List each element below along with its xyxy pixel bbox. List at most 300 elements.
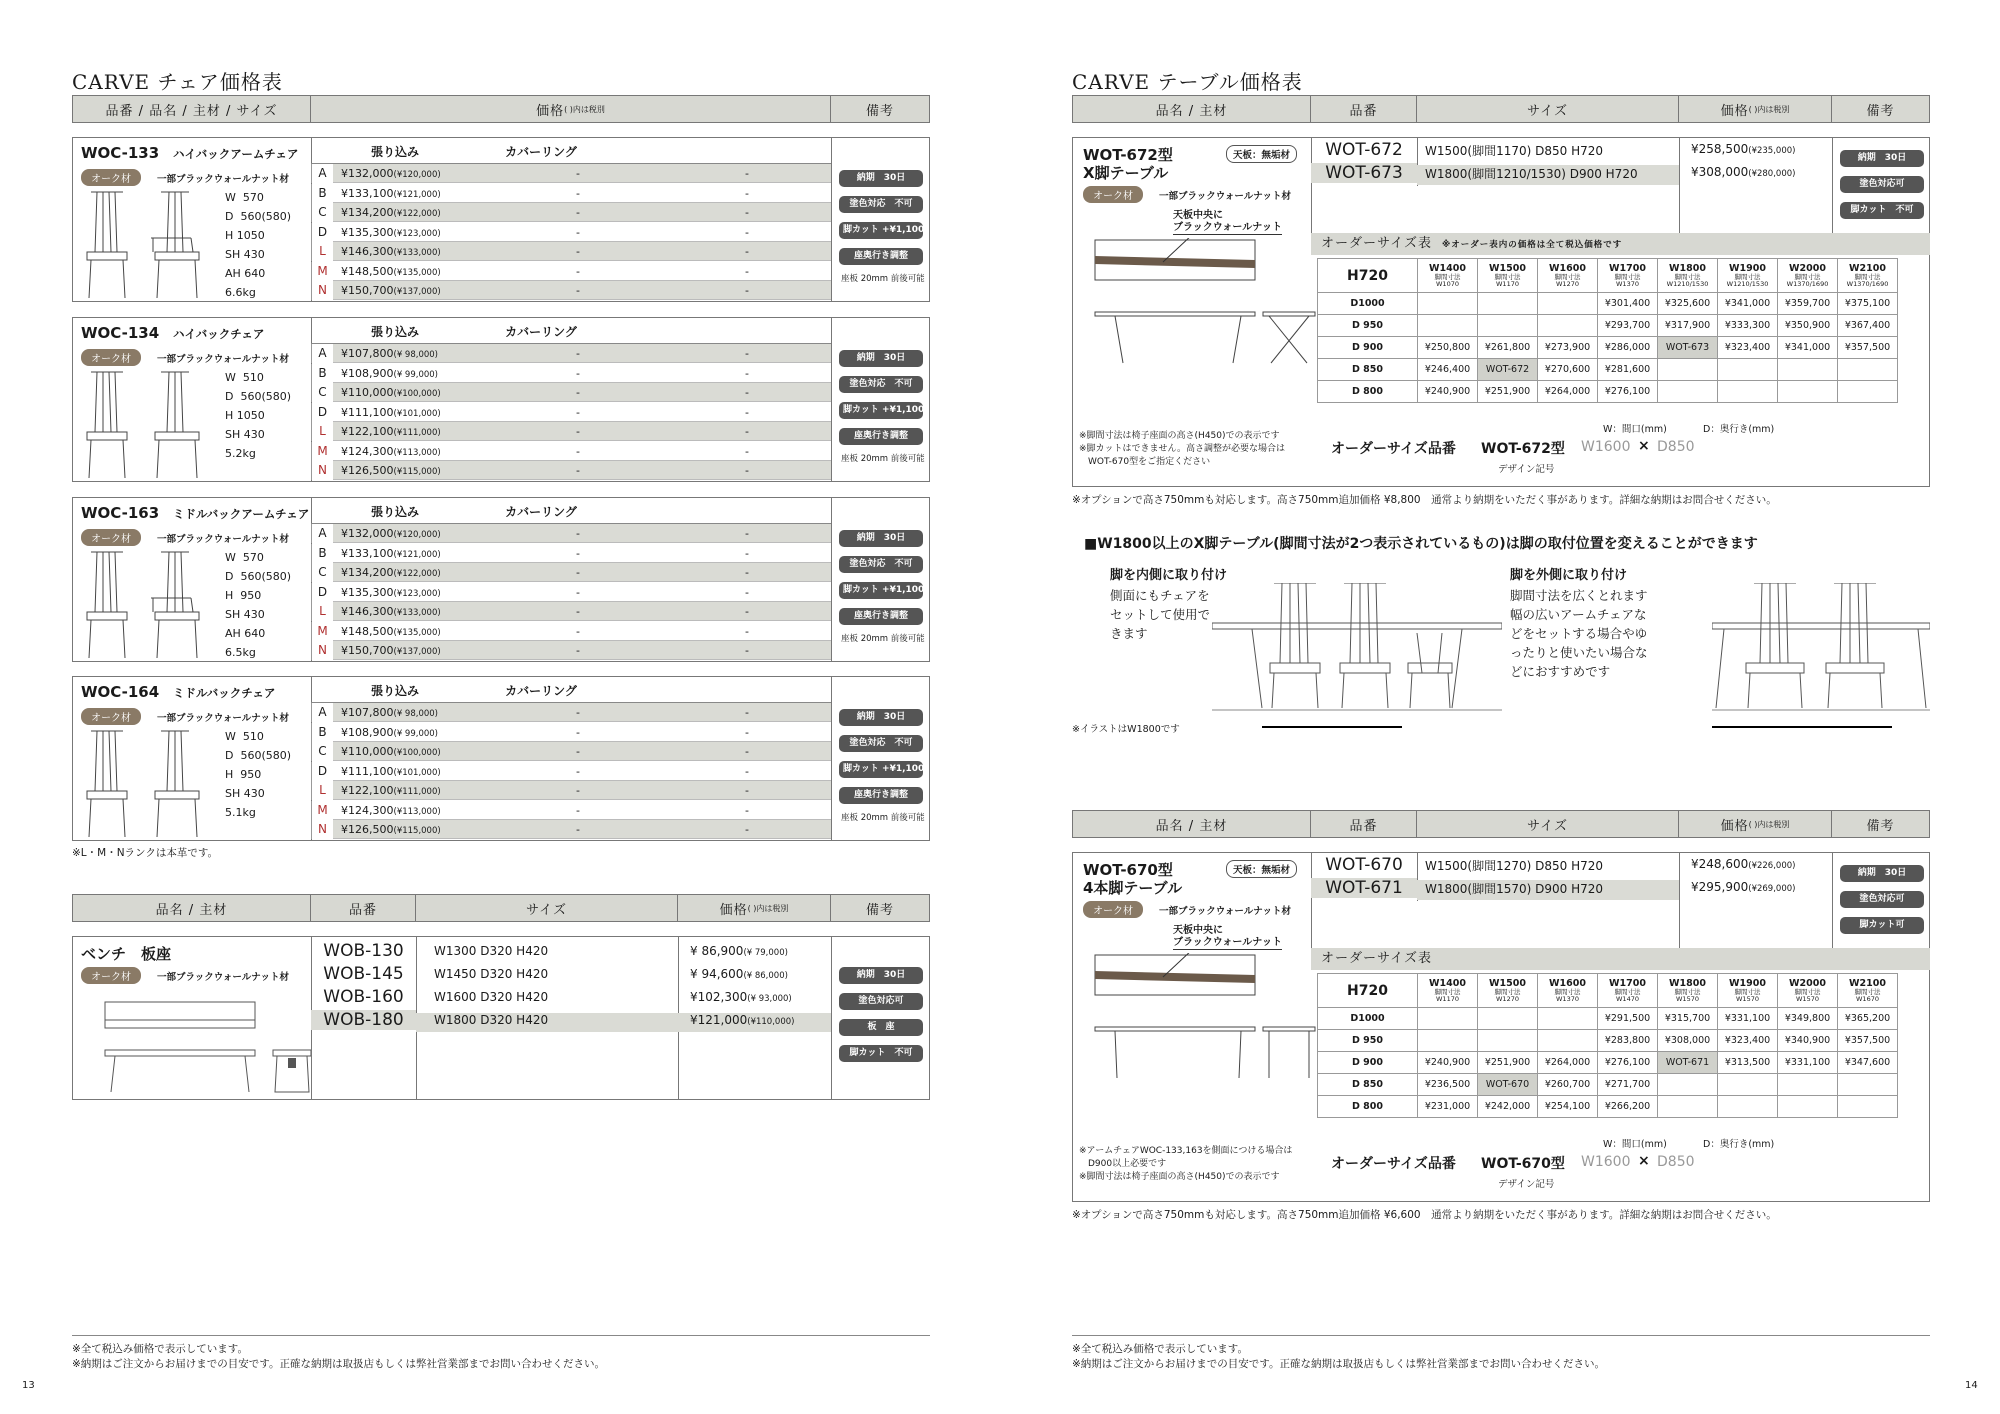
leg-span: 脚間寸法 W1570 — [1674, 988, 1701, 1003]
price-incl: ¥133,100 — [341, 546, 394, 560]
rank-letter: B — [311, 544, 333, 563]
covering-dash: - — [493, 184, 663, 203]
bench-price-incl: ¥121,000 — [690, 1013, 748, 1027]
price-excl: (¥ 98,000) — [393, 350, 438, 360]
price-cell — [333, 262, 493, 281]
chair-name: ハイバックチェア — [173, 327, 265, 341]
other-dash: - — [663, 383, 831, 402]
note-badge: 脚カット +¥1,100 — [839, 222, 923, 239]
table-price-excl: (¥280,000) — [1748, 169, 1796, 179]
order-size-table — [1317, 973, 1898, 1118]
other-dash: - — [663, 364, 831, 383]
height-cell: H720 — [1318, 259, 1418, 293]
rank-letter: M — [311, 622, 333, 641]
rank-letter: L — [311, 781, 333, 800]
covering-dash: - — [493, 622, 663, 641]
note-badge: 脚カット可 — [1840, 917, 1924, 934]
note-badge: 納期 30日 — [839, 350, 923, 367]
order-price-cell: ¥341,000 — [1718, 293, 1778, 315]
table-size: W1500(脚間1170) D850 H720 — [1425, 144, 1604, 158]
width-label: W1800 — [1669, 978, 1706, 989]
order-price-cell: ¥254,100 — [1538, 1096, 1598, 1118]
upholstery-label: 張り込み — [370, 325, 419, 339]
price-excl: (¥120,000) — [393, 530, 441, 540]
rank-letter: N — [311, 461, 333, 480]
price-incl: ¥110,000 — [341, 386, 394, 399]
rank-letter: B — [311, 723, 333, 742]
table-price — [1679, 165, 1832, 185]
price-cell — [333, 242, 493, 261]
other-dash: - — [663, 641, 831, 660]
price-excl: (¥101,000) — [393, 408, 441, 419]
order-price-cell: ¥333,300 — [1718, 315, 1778, 337]
table-price — [1679, 857, 1832, 877]
order-price-cell: ¥350,900 — [1778, 315, 1838, 337]
price-incl: ¥150,700 — [341, 284, 394, 297]
order-price-cell: ¥266,200 — [1598, 1096, 1658, 1118]
covering-dash: - — [493, 164, 663, 183]
width-header — [1478, 259, 1538, 293]
rank-letter: B — [311, 184, 333, 203]
outer-width-arrow — [1712, 726, 1892, 728]
price-cell — [333, 203, 493, 222]
top-material-tag: 天板：無垢材 — [1226, 860, 1297, 878]
bench-price — [678, 944, 831, 963]
width-header — [1598, 259, 1658, 293]
order-price-cell — [1538, 1008, 1598, 1030]
table-notes: ※アームチェアWOC-133,163を側面につける場合は D900以上必要です ※脚間寸法は椅子座面の高さ(H450)での表示です — [1079, 1146, 1293, 1182]
leg-span: 脚間寸法 W1270 — [1554, 273, 1581, 288]
chair-code: WOC-163 — [81, 504, 160, 522]
chair-code: WOC-134 — [81, 324, 160, 342]
price-cell — [333, 742, 493, 761]
other-dash: - — [663, 781, 831, 800]
rank-letter: M — [311, 801, 333, 820]
bench-size: W1300 D320 H420 — [434, 944, 549, 958]
chair-block — [72, 497, 930, 662]
order-price-cell: ¥264,000 — [1538, 1052, 1598, 1074]
order-price-cell: ¥250,800 — [1418, 337, 1478, 359]
order-price-cell: ¥240,900 — [1418, 1052, 1478, 1074]
oak-tag: オーク材 — [81, 349, 141, 366]
rank-letter: D — [311, 583, 333, 602]
order-price-cell: ¥301,400 — [1598, 293, 1658, 315]
price-cell — [333, 703, 493, 722]
option-note: ※オプションで高さ750mmも対応します。高さ750mm追加価格 ¥6,600 通常より納期をいただく事があります。詳細な納期はお問合せください。 — [1072, 1209, 1777, 1221]
bench-price-incl: ¥ 86,900 — [690, 944, 744, 958]
price-cell — [333, 781, 493, 800]
table-header-1 — [1072, 95, 1930, 123]
order-price-cell — [1538, 293, 1598, 315]
order-price-cell — [1838, 1074, 1898, 1096]
order-price-cell: ¥367,400 — [1838, 315, 1898, 337]
other-dash: - — [663, 820, 831, 839]
left-footer-2: ※納期はご注文からお届けまでの目安です。正確な納期は取扱店もしくは弊社営業部までお問い合わせください。 — [72, 1358, 605, 1370]
order-price-cell — [1778, 1074, 1838, 1096]
other-dash: - — [663, 544, 831, 563]
width-label: W1500 — [1489, 978, 1526, 989]
bench-material: 一部ブラックウォールナット材 — [157, 972, 290, 983]
table-header-price-note: ( )内は税別 — [1748, 104, 1790, 114]
order-price-cell: ¥261,800 — [1478, 337, 1538, 359]
price-incl: ¥135,300 — [341, 225, 394, 239]
covering-label: カバーリング — [505, 505, 577, 519]
price-incl: ¥134,200 — [341, 206, 394, 219]
header-col-price — [311, 96, 831, 122]
price-incl: ¥111,100 — [341, 405, 394, 419]
price-cell — [333, 622, 493, 641]
order-price-cell: ¥291,500 — [1598, 1008, 1658, 1030]
price-cell — [333, 583, 493, 602]
rank-letter: N — [311, 281, 333, 300]
covering-dash: - — [493, 524, 663, 543]
order-code-width: W1600 — [1581, 1154, 1631, 1170]
other-dash: - — [663, 281, 831, 300]
bench-header-notes: 備考 — [831, 895, 929, 921]
price-excl: (¥135,000) — [393, 267, 441, 278]
order-size-table — [1317, 258, 1898, 403]
walnut-label: 天板中央に ブラックウォールナット — [1173, 210, 1282, 233]
divider — [831, 318, 832, 481]
price-excl: (¥113,000) — [393, 806, 441, 817]
order-price-cell: ¥317,900 — [1658, 315, 1718, 337]
covering-label: カバーリング — [505, 684, 577, 698]
other-dash: - — [663, 703, 831, 722]
width-label: W1900 — [1729, 978, 1766, 989]
chair-code: WOC-164 — [81, 683, 160, 701]
order-price-cell: ¥231,000 — [1418, 1096, 1478, 1118]
right-footer-1: ※全て税込み価格で表示しています。 — [1072, 1343, 1248, 1355]
price-incl: ¥134,200 — [341, 566, 394, 579]
covering-dash: - — [493, 403, 663, 422]
table-code: WOT-673 — [1311, 163, 1417, 183]
rank-letter: A — [311, 524, 333, 543]
leg-span: 脚間寸法 W1370/1690 — [1786, 273, 1829, 288]
order-price-cell: ¥276,100 — [1598, 1052, 1658, 1074]
width-label: W1800 — [1669, 263, 1706, 274]
rank-letter: D — [311, 762, 333, 781]
order-size-title — [1311, 233, 1930, 255]
order-price-cell — [1718, 1096, 1778, 1118]
bench-price — [678, 967, 831, 986]
table2-header-notes: 備考 — [1832, 811, 1929, 837]
rank-letter: L — [311, 422, 333, 441]
order-price-cell — [1838, 359, 1898, 381]
order-price-cell: ¥357,500 — [1838, 337, 1898, 359]
oak-tag: オーク材 — [81, 529, 141, 546]
xleg-outer-illustration — [1712, 583, 1930, 713]
price-incl: ¥150,700 — [341, 644, 394, 657]
rank-letter: D — [311, 223, 333, 242]
xleg-outer-title: 脚を外側に取り付け — [1510, 568, 1628, 583]
material-label: 一部ブラックウォールナット材 — [157, 354, 290, 365]
rank-letter: C — [311, 742, 333, 761]
table-price — [1679, 142, 1832, 162]
order-price-cell: ¥323,400 — [1718, 337, 1778, 359]
covering-dash: - — [493, 723, 663, 742]
note-badge: 塗色対応可 — [1840, 891, 1924, 908]
bench-price-incl: ¥ 94,600 — [690, 967, 744, 981]
order-price-cell — [1778, 1096, 1838, 1118]
oak-tag: オーク材 — [81, 708, 141, 725]
chair-illustration — [81, 190, 231, 300]
chair-table-header — [72, 95, 930, 123]
price-excl: (¥111,000) — [393, 787, 441, 797]
price-excl: (¥115,000) — [393, 826, 441, 836]
order-size-label: オーダーサイズ表 — [1321, 951, 1432, 966]
bench-code: WOB-160 — [323, 987, 404, 1007]
order-price-cell: ¥375,100 — [1838, 293, 1898, 315]
xleg-section — [1072, 528, 1930, 738]
order-price-cell: ¥276,100 — [1598, 381, 1658, 403]
other-dash: - — [663, 723, 831, 742]
width-header — [1838, 974, 1898, 1008]
order-price-cell — [1658, 1074, 1718, 1096]
order-price-cell: ¥340,900 — [1778, 1030, 1838, 1052]
note-badge: 納期 30日 — [1840, 150, 1924, 167]
oak-tag: オーク材 — [81, 169, 141, 186]
rank-letter: N — [311, 820, 333, 839]
xleg-outer-text: 脚間寸法を広くとれます 幅の広いアームチェアな どをセットする場合やゆ ったりと使いたい場合な どにおすすめです — [1510, 588, 1648, 679]
chair-name: ハイバックアームチェア — [173, 147, 299, 161]
price-excl: (¥137,000) — [393, 287, 441, 297]
other-dash: - — [663, 602, 831, 621]
xleg-inner-text: 側面にもチェアを セットして使用で きます — [1110, 588, 1211, 641]
order-price-cell: ¥357,500 — [1838, 1030, 1898, 1052]
rank-letter: C — [311, 203, 333, 222]
rank-letter: M — [311, 262, 333, 281]
order-price-cell — [1418, 1030, 1478, 1052]
covering-dash: - — [493, 364, 663, 383]
table-name: X脚テーブル — [1083, 164, 1169, 182]
price-cell — [333, 164, 493, 183]
bench-code: WOB-145 — [323, 964, 404, 984]
covering-dash: - — [493, 801, 663, 820]
rank-letter: L — [311, 602, 333, 621]
chair-code: WOC-133 — [81, 144, 160, 162]
order-price-cell: ¥308,000 — [1658, 1030, 1718, 1052]
rank-letter: A — [311, 344, 333, 363]
table-header-price — [1679, 96, 1832, 122]
bench-code: WOB-180 — [311, 1010, 416, 1030]
width-label: W1500 — [1489, 263, 1526, 274]
design-legend: デザイン記号 — [1498, 464, 1555, 475]
price-cell — [333, 184, 493, 203]
leg-span: 脚間寸法 W1210/1530 — [1666, 273, 1709, 288]
covering-dash: - — [493, 762, 663, 781]
covering-dash: - — [493, 602, 663, 621]
covering-dash: - — [493, 344, 663, 363]
price-incl: ¥124,300 — [341, 803, 394, 817]
rank-letter: L — [311, 242, 333, 261]
note-badge: 塗色対応 不可 — [839, 196, 923, 213]
price-cell — [333, 344, 493, 363]
table-price-excl: (¥235,000) — [1748, 146, 1796, 156]
right-page-title: CARVE テーブル価格表 — [1072, 70, 1303, 94]
divider — [831, 677, 832, 840]
seat-note: 座板 20mm 前後可能 — [841, 634, 925, 644]
order-price-cell: ¥251,900 — [1478, 381, 1538, 403]
price-cell — [333, 602, 493, 621]
material-label: 一部ブラックウォールナット材 — [1159, 191, 1292, 202]
order-code-label: オーダーサイズ品番 — [1331, 1156, 1456, 1172]
price-excl: (¥ 98,000) — [393, 709, 438, 719]
order-price-cell: ¥347,600 — [1838, 1052, 1898, 1074]
rank-letter: C — [311, 383, 333, 402]
price-incl: ¥126,500 — [341, 823, 394, 836]
note-badge: 塗色対応 不可 — [839, 376, 923, 393]
table-price-excl: (¥269,000) — [1748, 884, 1796, 894]
table-size: W1500(脚間1270) D850 H720 — [1425, 859, 1604, 873]
order-price-cell: ¥240,900 — [1418, 381, 1478, 403]
order-price-cell — [1658, 381, 1718, 403]
price-excl: (¥113,000) — [393, 447, 441, 458]
price-incl: ¥107,800 — [341, 347, 394, 360]
order-size-title — [1311, 948, 1930, 970]
price-excl: (¥121,000) — [393, 549, 441, 560]
note-badge: 脚カット 不可 — [1840, 202, 1924, 219]
price-incl: ¥133,100 — [341, 186, 394, 200]
note-badge: 座奥行き調整 — [839, 608, 923, 625]
header-col-notes: 備考 — [831, 96, 929, 122]
price-excl: (¥121,000) — [393, 189, 441, 200]
depth-legend: D：奥行き(mm) — [1703, 424, 1775, 435]
rank-note: ※L・M・Nランクは本革です。 — [72, 847, 219, 859]
divider — [1832, 853, 1833, 953]
bench-size: W1450 D320 H420 — [434, 967, 549, 981]
bench-price-excl: (¥ 79,000) — [743, 948, 788, 958]
table-illustration — [1093, 953, 1323, 1103]
order-price-cell — [1658, 1096, 1718, 1118]
order-price-cell: ¥349,800 — [1778, 1008, 1838, 1030]
xleg-inner-title: 脚を内側に取り付け — [1110, 568, 1228, 583]
order-price-cell: ¥286,000 — [1598, 337, 1658, 359]
bench-table-header — [72, 894, 930, 922]
order-price-cell: WOT-670 — [1478, 1074, 1538, 1096]
price-incl: ¥107,800 — [341, 706, 394, 719]
price-excl: (¥122,000) — [393, 209, 441, 219]
table2-header-item: 品名 / 主材 — [1073, 811, 1311, 837]
price-incl: ¥148,500 — [341, 264, 394, 278]
other-dash: - — [663, 344, 831, 363]
other-dash: - — [663, 801, 831, 820]
spec-list: W 510 D 560(580) H 1050 SH 430 5.2kg — [225, 371, 292, 460]
order-price-cell — [1538, 1030, 1598, 1052]
table-header-notes: 備考 — [1832, 96, 1929, 122]
depth-label: D 850 — [1318, 359, 1418, 381]
material-label: 一部ブラックウォールナット材 — [1159, 906, 1292, 917]
other-dash: - — [663, 762, 831, 781]
width-header — [1538, 259, 1598, 293]
table2-header-size: サイズ — [1417, 811, 1679, 837]
width-header — [1718, 974, 1778, 1008]
width-header — [1778, 974, 1838, 1008]
width-legend: W：間口(mm) — [1603, 424, 1667, 435]
price-incl: ¥122,100 — [341, 425, 394, 438]
depth-legend: D：奥行き(mm) — [1703, 1139, 1775, 1150]
table-type: WOT-672型 — [1083, 146, 1173, 164]
price-incl: ¥148,500 — [341, 624, 394, 638]
order-price-cell: ¥236,500 — [1418, 1074, 1478, 1096]
price-excl: (¥133,000) — [393, 248, 441, 258]
width-header — [1418, 974, 1478, 1008]
note-badge: 座奥行き調整 — [839, 248, 923, 265]
seat-note: 座板 20mm 前後可能 — [841, 813, 925, 823]
upholstery-label: 張り込み — [370, 684, 419, 698]
order-price-cell: ¥281,600 — [1598, 359, 1658, 381]
covering-dash: - — [493, 242, 663, 261]
chair-illustration — [81, 550, 231, 660]
bench-header-size: サイズ — [416, 895, 678, 921]
order-price-cell: ¥260,700 — [1538, 1074, 1598, 1096]
table-header-2 — [1072, 810, 1930, 838]
leg-span: 脚間寸法 W1210/1530 — [1726, 273, 1769, 288]
table-type: WOT-670型 — [1083, 861, 1173, 879]
width-label: W1400 — [1429, 263, 1466, 274]
price-cell — [333, 563, 493, 582]
rank-letter: A — [311, 164, 333, 183]
price-cell — [333, 723, 493, 742]
covering-dash: - — [493, 383, 663, 402]
width-label: W2100 — [1849, 978, 1886, 989]
bench-block — [72, 936, 930, 1100]
price-incl: ¥110,000 — [341, 745, 394, 758]
table-price-excl: (¥226,000) — [1748, 861, 1796, 871]
bench-oak-tag: オーク材 — [81, 967, 141, 984]
covering-dash: - — [493, 422, 663, 441]
divider — [1832, 138, 1833, 238]
other-dash: - — [663, 164, 831, 183]
bench-price — [678, 990, 831, 1009]
note-badge: 納期 30日 — [839, 530, 923, 547]
order-code-width: W1600 — [1581, 439, 1631, 455]
bench-price-excl: (¥ 86,000) — [743, 971, 788, 981]
depth-label: D 800 — [1318, 381, 1418, 403]
covering-dash: - — [493, 641, 663, 660]
bench-header-item: 品名 / 主材 — [73, 895, 311, 921]
price-cell — [333, 801, 493, 820]
price-incl: ¥135,300 — [341, 585, 394, 599]
table-header-item: 品名 / 主材 — [1073, 96, 1311, 122]
table-header-price-label: 価格 — [1720, 103, 1749, 119]
width-label: W2000 — [1789, 263, 1826, 274]
bench-note-badge: 板 座 — [839, 1019, 923, 1036]
chair-illustration — [81, 729, 231, 839]
covering-dash: - — [493, 281, 663, 300]
depth-label: D 900 — [1318, 1052, 1418, 1074]
bench-price — [678, 1013, 831, 1032]
table-code: WOT-671 — [1311, 878, 1417, 898]
oak-tag: オーク材 — [1083, 186, 1143, 203]
depth-label: D 900 — [1318, 337, 1418, 359]
order-price-cell: ¥359,700 — [1778, 293, 1838, 315]
price-cell — [333, 364, 493, 383]
header-price-note: ( )内は税別 — [564, 104, 605, 114]
leg-span: 脚間寸法 W1670 — [1854, 988, 1881, 1003]
width-header — [1658, 974, 1718, 1008]
table-size: W1800(脚間1570) D900 H720 — [1417, 880, 1679, 900]
order-price-cell — [1478, 1030, 1538, 1052]
table-code: WOT-672 — [1325, 140, 1403, 160]
price-excl: (¥137,000) — [393, 647, 441, 657]
divider — [831, 498, 832, 661]
table2-header-price-note: ( )内は税別 — [1748, 819, 1790, 829]
table2-header-code: 品番 — [1311, 811, 1417, 837]
chair-illustration — [81, 370, 231, 480]
bench-illustration — [103, 992, 343, 1097]
upholstery-label: 張り込み — [370, 505, 419, 519]
order-price-cell — [1838, 1096, 1898, 1118]
